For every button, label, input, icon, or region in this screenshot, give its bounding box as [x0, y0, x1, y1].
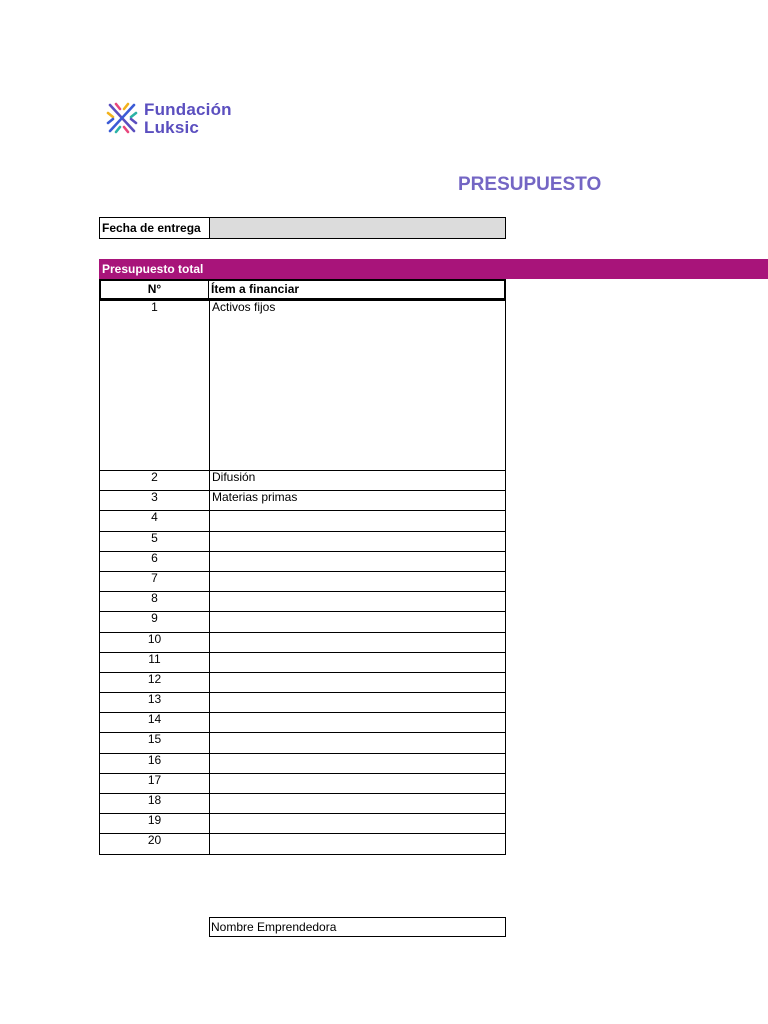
brand-line-1: Fundación — [144, 100, 232, 119]
table-row — [100, 733, 506, 753]
delivery-date-row — [99, 217, 506, 239]
budget-section-header — [99, 259, 768, 279]
table-row — [100, 834, 506, 854]
row-item-cell[interactable] — [210, 773, 506, 793]
row-item-cell[interactable]: Activos fijos — [210, 301, 506, 471]
row-item-cell[interactable] — [210, 652, 506, 672]
column-header-item: Ítem a financiar — [211, 282, 300, 296]
budget-table — [99, 300, 506, 855]
row-item-cell[interactable] — [210, 814, 506, 834]
budget-section-label: Presupuesto total — [102, 262, 204, 276]
table-row — [100, 531, 506, 551]
row-number: 1 — [100, 301, 210, 471]
row-number: 17 — [100, 773, 210, 793]
entrepreneur-name-field[interactable]: Nombre Emprendedora — [209, 917, 506, 937]
row-item-cell[interactable]: Difusión — [210, 471, 506, 491]
delivery-date-label: Fecha de entrega — [100, 218, 210, 238]
row-number: 16 — [100, 753, 210, 773]
table-row — [100, 652, 506, 672]
row-number: 13 — [100, 693, 210, 713]
delivery-date-field[interactable] — [210, 218, 505, 238]
table-row — [100, 693, 506, 713]
row-number: 8 — [100, 592, 210, 612]
table-row — [100, 301, 506, 471]
table-row — [100, 814, 506, 834]
row-number: 10 — [100, 632, 210, 652]
table-row — [100, 511, 506, 531]
brand-line-2: Luksic — [144, 118, 200, 137]
row-item-cell[interactable] — [210, 693, 506, 713]
brand-logo — [106, 101, 246, 137]
row-number: 4 — [100, 511, 210, 531]
row-number: 14 — [100, 713, 210, 733]
fundacion-luksic-logo-icon — [106, 101, 138, 135]
column-header-number: N° — [101, 281, 209, 298]
row-number: 15 — [100, 733, 210, 753]
row-number: 6 — [100, 551, 210, 571]
brand-wordmark — [144, 101, 232, 137]
row-item-cell[interactable]: Materias primas — [210, 491, 506, 511]
row-item-cell[interactable] — [210, 571, 506, 591]
row-item-cell[interactable] — [210, 753, 506, 773]
row-item-cell[interactable] — [210, 551, 506, 571]
table-row — [100, 551, 506, 571]
row-number: 7 — [100, 571, 210, 591]
row-number: 9 — [100, 612, 210, 632]
row-item-cell[interactable] — [210, 632, 506, 652]
row-item-cell[interactable] — [210, 834, 506, 854]
row-item-cell[interactable] — [210, 672, 506, 692]
row-item-cell[interactable] — [210, 794, 506, 814]
row-number: 18 — [100, 794, 210, 814]
table-row — [100, 794, 506, 814]
table-row — [100, 471, 506, 491]
table-row — [100, 632, 506, 652]
table-row — [100, 491, 506, 511]
document-title: PRESUPUESTO — [458, 174, 602, 195]
row-number: 3 — [100, 491, 210, 511]
table-row — [100, 672, 506, 692]
budget-table-header — [99, 279, 506, 300]
row-item-cell[interactable] — [210, 592, 506, 612]
table-row — [100, 753, 506, 773]
table-row — [100, 612, 506, 632]
row-item-cell[interactable] — [210, 531, 506, 551]
row-item-cell[interactable] — [210, 733, 506, 753]
row-number: 19 — [100, 814, 210, 834]
row-item-cell[interactable] — [210, 713, 506, 733]
row-item-cell[interactable] — [210, 612, 506, 632]
table-row — [100, 773, 506, 793]
table-row — [100, 571, 506, 591]
row-number: 20 — [100, 834, 210, 854]
row-number: 5 — [100, 531, 210, 551]
row-number: 2 — [100, 471, 210, 491]
row-item-cell[interactable] — [210, 511, 506, 531]
row-number: 11 — [100, 652, 210, 672]
table-row — [100, 713, 506, 733]
table-row — [100, 592, 506, 612]
row-number: 12 — [100, 672, 210, 692]
